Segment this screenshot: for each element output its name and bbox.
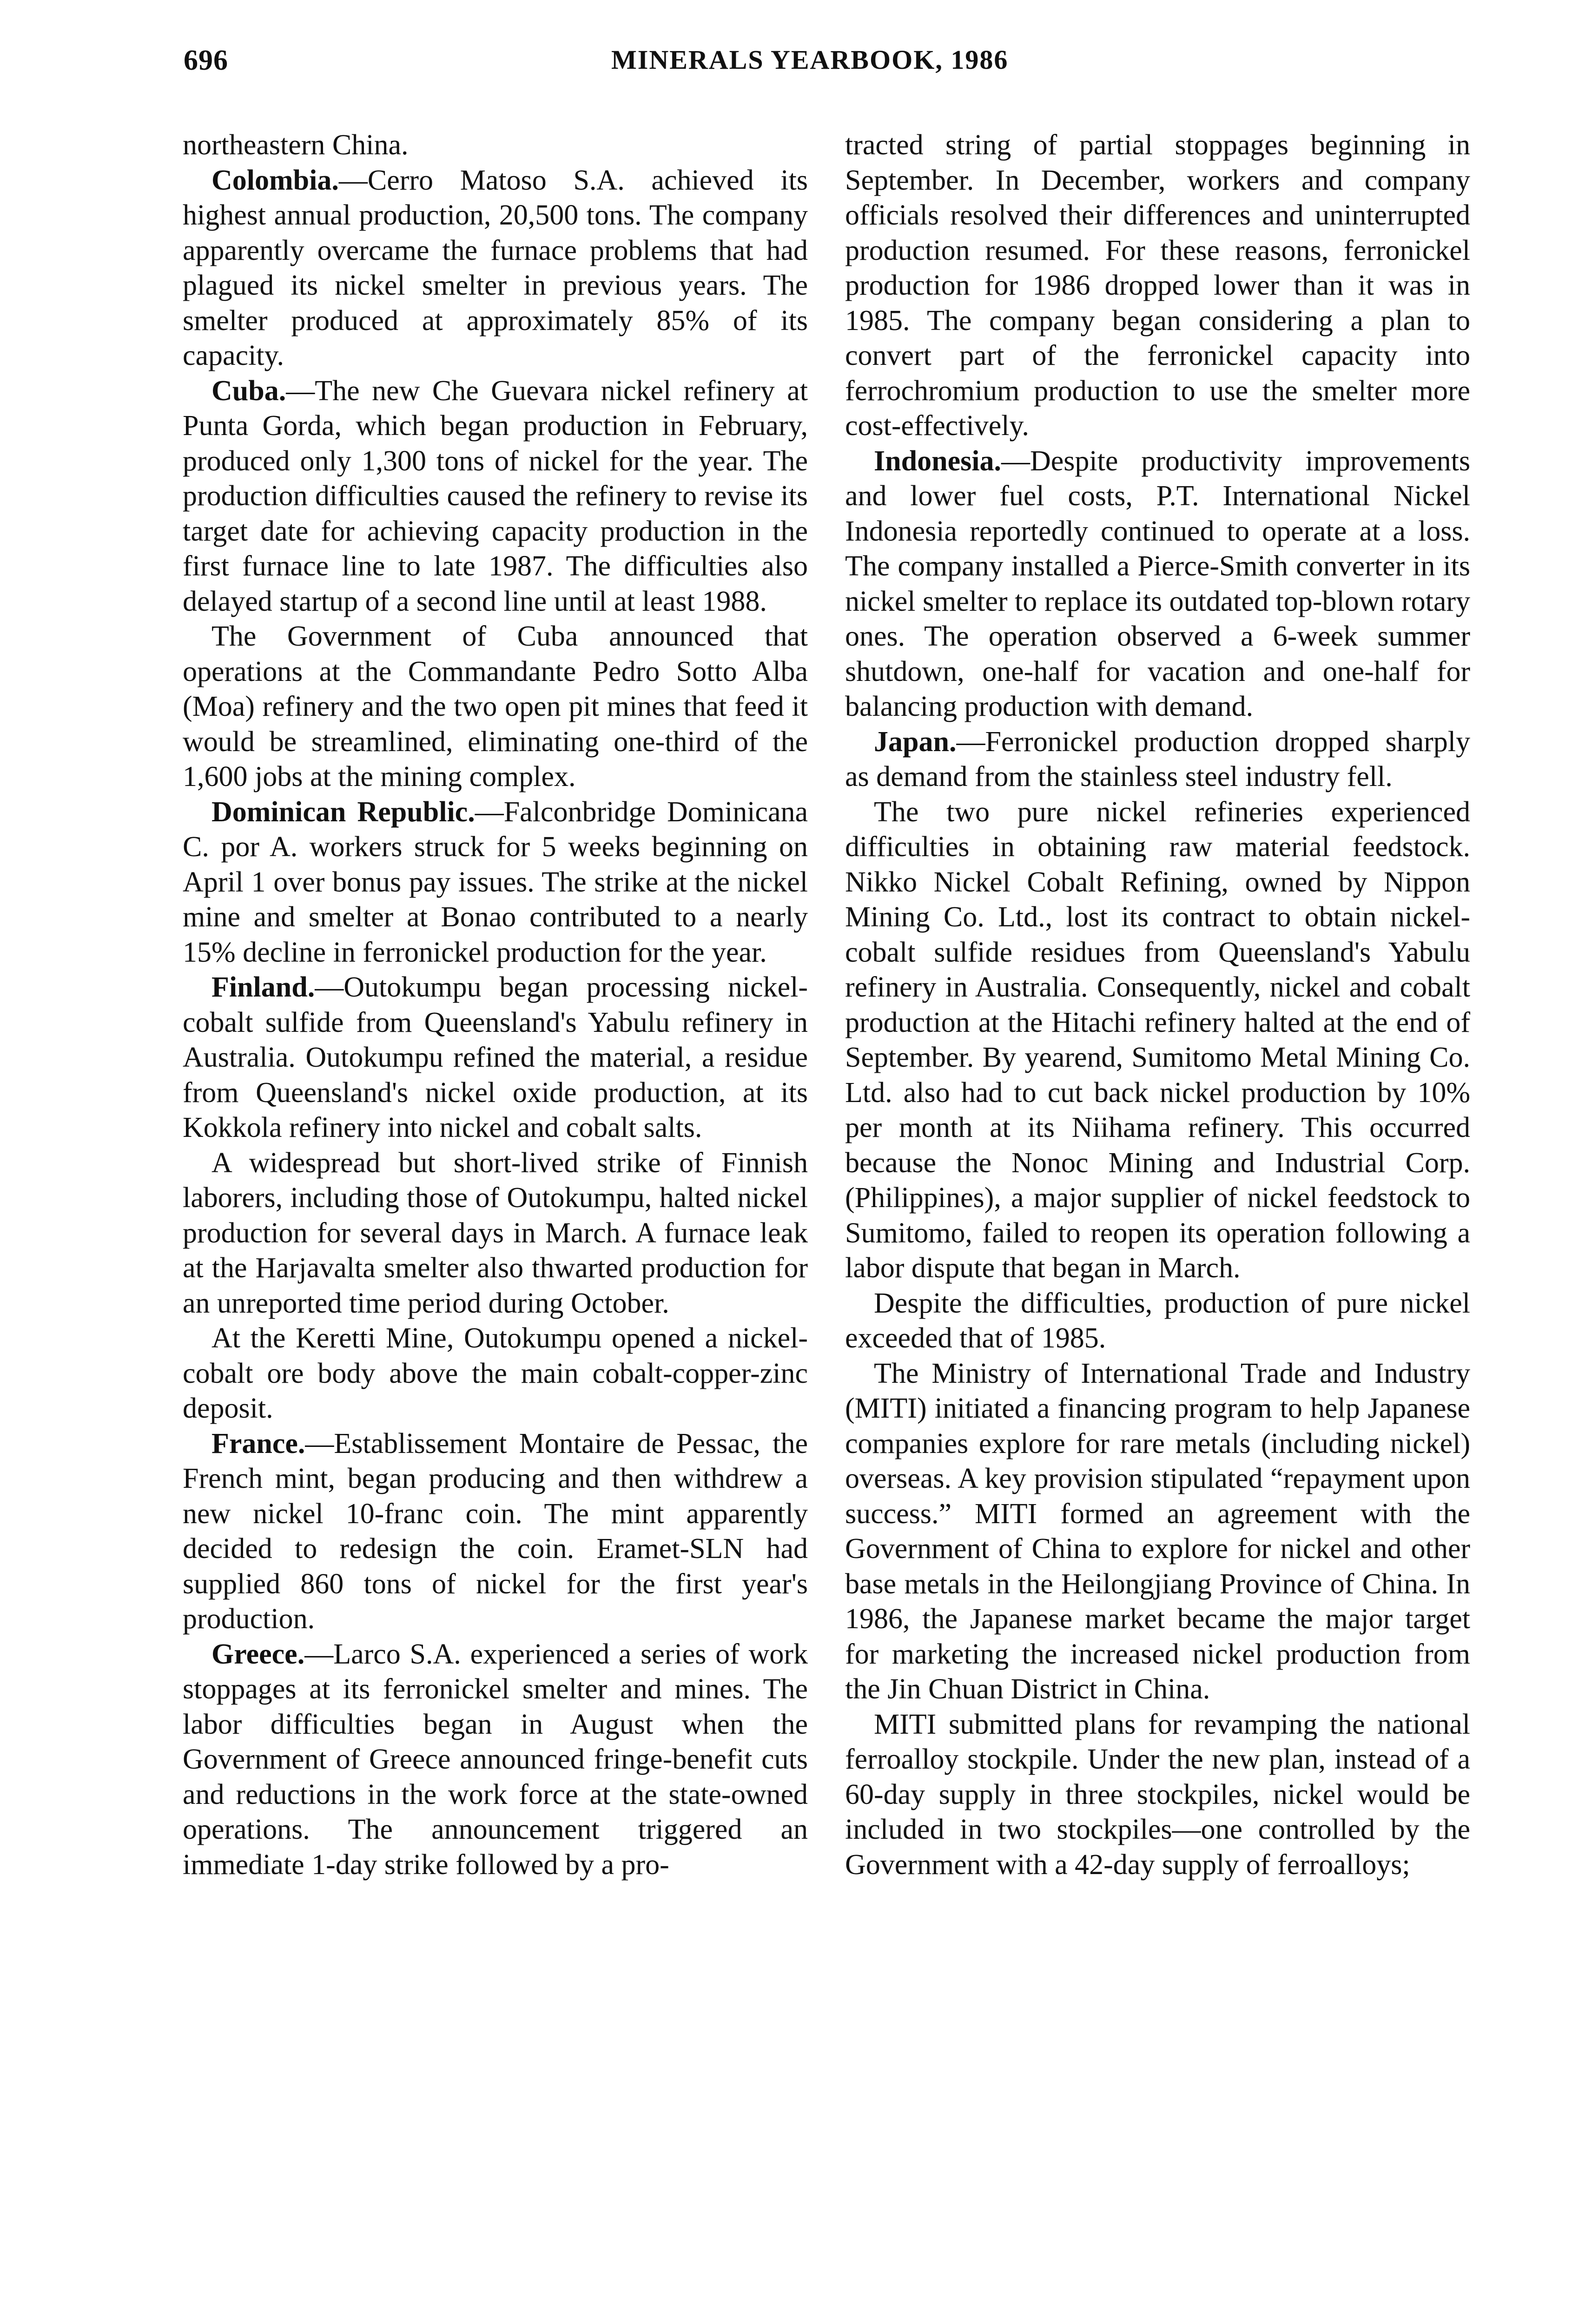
paragraph-text: —Cerro Matoso S.A. achieved its highest annual production, 20,500 tons. The company apparently overcame the furnace problems that had plagued its nickel smelter in previous years. The smelter produced at approximately 85% of its capacity. [183, 164, 808, 371]
left-column [183, 128, 808, 1882]
country-heading: Colombia. [211, 164, 339, 196]
paragraph-indonesia [845, 444, 1470, 725]
paragraph [183, 619, 808, 795]
paragraph-text: —Despite productivity improvements and lower fuel costs, P.T. International Nickel Indonesia reportedly continued to operate at a loss. The company installed a Pierce-Smith converter in its nickel smelter to replace its outdated top-blown rotary ones. The operation observed a 6-week summer shutdown, one-half for vacation and one-half for balancing production with demand. [845, 445, 1470, 722]
paragraph-text: A widespread but short-lived strike of Finnish laborers, including those of Outokumpu, halted nickel production for several days in March. A furnace leak at the Harjavalta smelter also thwarted production for an unreported time period during October. [183, 1147, 808, 1319]
running-title: MINERALS YEARBOOK, 1986 [611, 45, 1009, 75]
paragraph-france [183, 1426, 808, 1637]
paragraph [845, 795, 1470, 1286]
right-column [845, 128, 1470, 1882]
paragraph [845, 1707, 1470, 1883]
paragraph [845, 1356, 1470, 1707]
country-heading: Indonesia. [874, 445, 1001, 477]
paragraph-text: At the Keretti Mine, Outokumpu opened a nickel-cobalt ore body above the main cobalt-copper-zinc deposit. [183, 1322, 808, 1424]
paragraph-text: —Outokumpu began processing nickel-cobalt sulfide from Queensland's Yabulu refinery in Australia. Outokumpu refined the material, a residue from Queensland's nickel oxide production, at its Kokkola refinery into nickel and cobalt salts. [183, 971, 808, 1143]
paragraph-text: The Government of Cuba announced that operations at the Commandante Pedro Sotto Alba (Moa) refinery and the two open pit mines that feed it would be streamlined, eliminating one-third of the 1,600 jobs at the mining complex. [183, 621, 808, 792]
paragraph-greece [183, 1637, 808, 1883]
paragraph-text: —Larco S.A. experienced a series of work stoppages at its ferronickel smelter and mines. The labor difficulties began in August when the Government of Greece announced fringe-benefit cuts and reductions in the work force at the state-owned operations. The announcement triggered an immediate 1-day strike followed by a pro- [183, 1638, 808, 1881]
paragraph-text: MITI submitted plans for revamping the national ferroalloy stockpile. Under the new plan, instead of a 60-day supply in three stockpiles, nickel would be included in two stockpiles—one controlled by the Government with a 42-day supply of ferroalloys; [845, 1708, 1470, 1881]
paragraph-text: Despite the difficulties, production of pure nickel exceeded that of 1985. [845, 1287, 1470, 1354]
country-heading: France. [211, 1427, 305, 1459]
paragraph [183, 1146, 808, 1321]
paragraph [183, 128, 808, 163]
paragraph [845, 1286, 1470, 1356]
paragraph [183, 1321, 808, 1426]
country-heading: Finland. [211, 971, 315, 1003]
paragraph-cuba [183, 374, 808, 620]
paragraph-colombia [183, 163, 808, 374]
paragraph-text: —Establissement Montaire de Pessac, the French mint, began producing and then withdrew a new nickel 10-franc coin. The mint apparently decided to redesign the coin. Eramet-SLN had supplied 860 tons of nickel for the first year's production. [183, 1427, 808, 1635]
paragraph [845, 128, 1470, 444]
country-heading: Cuba. [211, 375, 286, 407]
page-number: 696 [184, 45, 228, 76]
paragraph-finland [183, 970, 808, 1146]
paragraph-text: —Ferronickel production dropped sharply as demand from the stainless steel industry fell. [845, 726, 1470, 792]
paragraph-text: The Ministry of International Trade and Industry (MITI) initiated a financing program to help Japanese companies explore for rare metals (including nickel) overseas. A key provision stipulated “repayment upon success.” MITI formed an agreement with the Government of China to explore for nickel and other base metals in the Heilongjiang Province of China. In 1986, the Japanese market became the major target for marketing the increased nickel production from the Jin Chuan District in China. [845, 1357, 1470, 1705]
paragraph-text: The two pure nickel refineries experienced difficulties in obtaining raw material feedstock. Nikko Nickel Cobalt Refining, owned by Nippon Mining Co. Ltd., lost its contract to obtain nickel-cobalt sulfide residues from Queensland's Yabulu refinery in Australia. Consequently, nickel and cobalt production at the Hitachi refinery halted at the end of September. By yearend, Sumitomo Metal Mining Co. Ltd. also had to cut back nickel production by 10% per month at its Niihama refinery. This occurred because the Nonoc Mining and Industrial Corp. (Philippines), a major supplier of nickel feedstock to Sumitomo, failed to reopen its operation following a labor dispute that began in March. [845, 796, 1470, 1284]
country-heading: Japan. [874, 726, 957, 758]
paragraph-dominican-republic [183, 795, 808, 971]
paragraph-text: —Falconbridge Dominicana C. por A. workers struck for 5 weeks beginning on April 1 over bonus pay issues. The strike at the nickel mine and smelter at Bonao contributed to a nearly 15% decline in ferronickel production for the year. [183, 796, 808, 968]
paragraph-text: northeastern China. [183, 129, 409, 161]
paragraph-text: tracted string of partial stoppages beginning in September. In December, workers and company officials resolved their differences and uninterrupted production resumed. For these reasons, ferronickel production for 1986 dropped lower than it was in 1985. The company began considering a plan to convert part of the ferronickel capacity into ferrochromium production to use the smelter more cost-effectively. [845, 129, 1470, 442]
country-heading: Greece. [211, 1638, 305, 1670]
country-heading: Dominican Republic. [211, 796, 475, 828]
page-header [184, 44, 1476, 86]
paragraph-text: —The new Che Guevara nickel refinery at Punta Gorda, which began production in February, produced only 1,300 tons of nickel for the year. The production difficulties caused the refinery to revise its target date for achieving capacity production in the first furnace line to late 1987. The difficulties also delayed startup of a second line until at least 1988. [183, 375, 808, 617]
paragraph-japan [845, 725, 1470, 795]
